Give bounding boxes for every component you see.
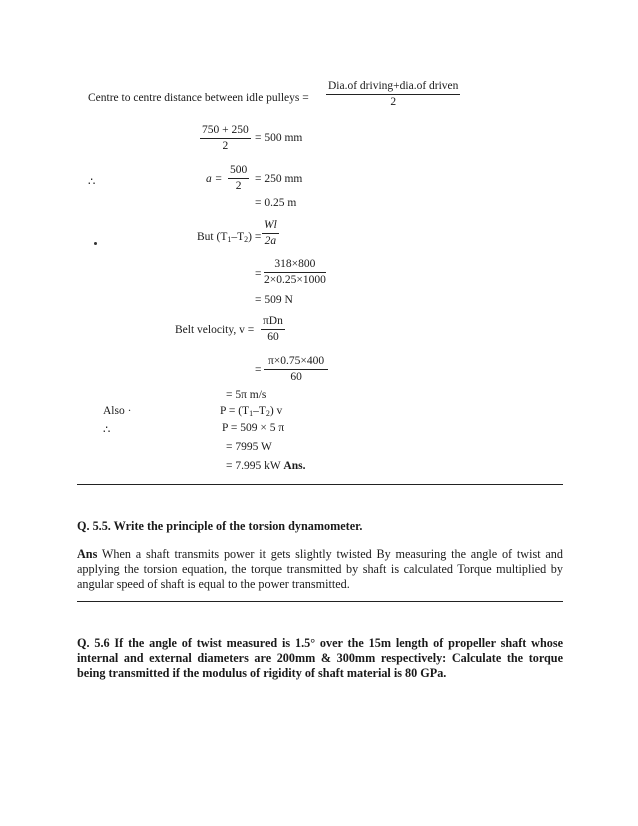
wl-numerator: Wl xyxy=(262,219,279,234)
belt-velocity-fraction xyxy=(261,315,285,344)
power-kw: = 7.995 kW Ans. xyxy=(226,460,306,472)
therefore-symbol-2: ∴ xyxy=(103,424,111,436)
step1-fraction xyxy=(200,124,251,153)
step1-denominator: 2 xyxy=(222,140,229,152)
force-calc-denominator: 2×0.25×1000 xyxy=(264,274,326,286)
but-tension-label: But $(T_1-T_2)$ = xyxy=(197,231,262,244)
centre-fraction-denominator: 2 xyxy=(390,96,397,108)
force-calc-fraction xyxy=(264,258,326,287)
q555-title: Q. 5.5. Write the principle of the torsion dynamometer. xyxy=(77,519,363,533)
therefore-symbol-1: ∴ xyxy=(88,176,96,188)
a-lhs: a = xyxy=(206,173,223,185)
q555-ans-text: When a shaft transmits power it gets slightly twisted By measuring the angle of twist and applying the torsion equation, the torque transmitted by shaft is calculated Torque multiplied by angular speed of shaft is equal to the power transmitted. xyxy=(77,547,563,591)
equals-sign-1: = xyxy=(255,268,262,280)
wl-fraction xyxy=(262,219,279,248)
centre-fraction-numerator: Dia.of driving+dia.of driven xyxy=(326,80,460,95)
equals-sign-2: = xyxy=(255,364,262,376)
a-numerator: 500 xyxy=(228,164,249,179)
q555-ans-label: Ans xyxy=(77,547,98,561)
belt-velocity-label: Belt velocity, v = xyxy=(175,324,255,336)
belt-calc-denominator: 60 xyxy=(290,371,302,383)
a-fraction xyxy=(228,164,249,193)
centre-distance-fraction xyxy=(326,80,460,109)
also-label: Also · xyxy=(103,405,132,417)
belt-calc-fraction xyxy=(264,355,328,384)
force-result: = 509 N xyxy=(255,294,293,306)
power-equation: $P = (T_1-T_2)$ v xyxy=(220,405,283,418)
belt-velocity-denominator: 60 xyxy=(267,331,279,343)
belt-velocity-numerator: πDn xyxy=(261,315,285,330)
belt-calc-numerator: π×0.75×400 xyxy=(264,355,328,370)
centre-distance-label: Centre to centre distance between idle pulleys = xyxy=(88,92,309,104)
step1-numerator: 750 + 250 xyxy=(200,124,251,139)
q555-answer xyxy=(77,547,563,592)
q556-title: Q. 5.6 If the angle of twist measured is 1.5° over the 15m length of propeller shaft whose internal and external diameters are 200mm & 300mm respectively: Calculate the torque being transmitted if the modulus of rigidity of shaft material is 80 GPa. xyxy=(77,636,563,680)
section-divider-1 xyxy=(77,484,563,485)
answer-marker: Ans. xyxy=(283,460,306,472)
step1-result: = 500 mm xyxy=(255,132,303,144)
power-substitution: P = 509 × 5 π xyxy=(222,422,285,434)
a-in-metres: = 0.25 m xyxy=(255,197,297,209)
section-divider-2 xyxy=(77,601,563,602)
a-result: = 250 mm xyxy=(255,173,303,185)
wl-denominator: 2a xyxy=(264,235,277,247)
bullet-dot xyxy=(94,242,97,245)
power-watts: = 7995 W xyxy=(226,441,272,453)
a-denominator: 2 xyxy=(235,180,242,192)
force-calc-numerator: 318×800 xyxy=(264,258,326,273)
velocity-result: = 5π m/s xyxy=(226,389,267,401)
